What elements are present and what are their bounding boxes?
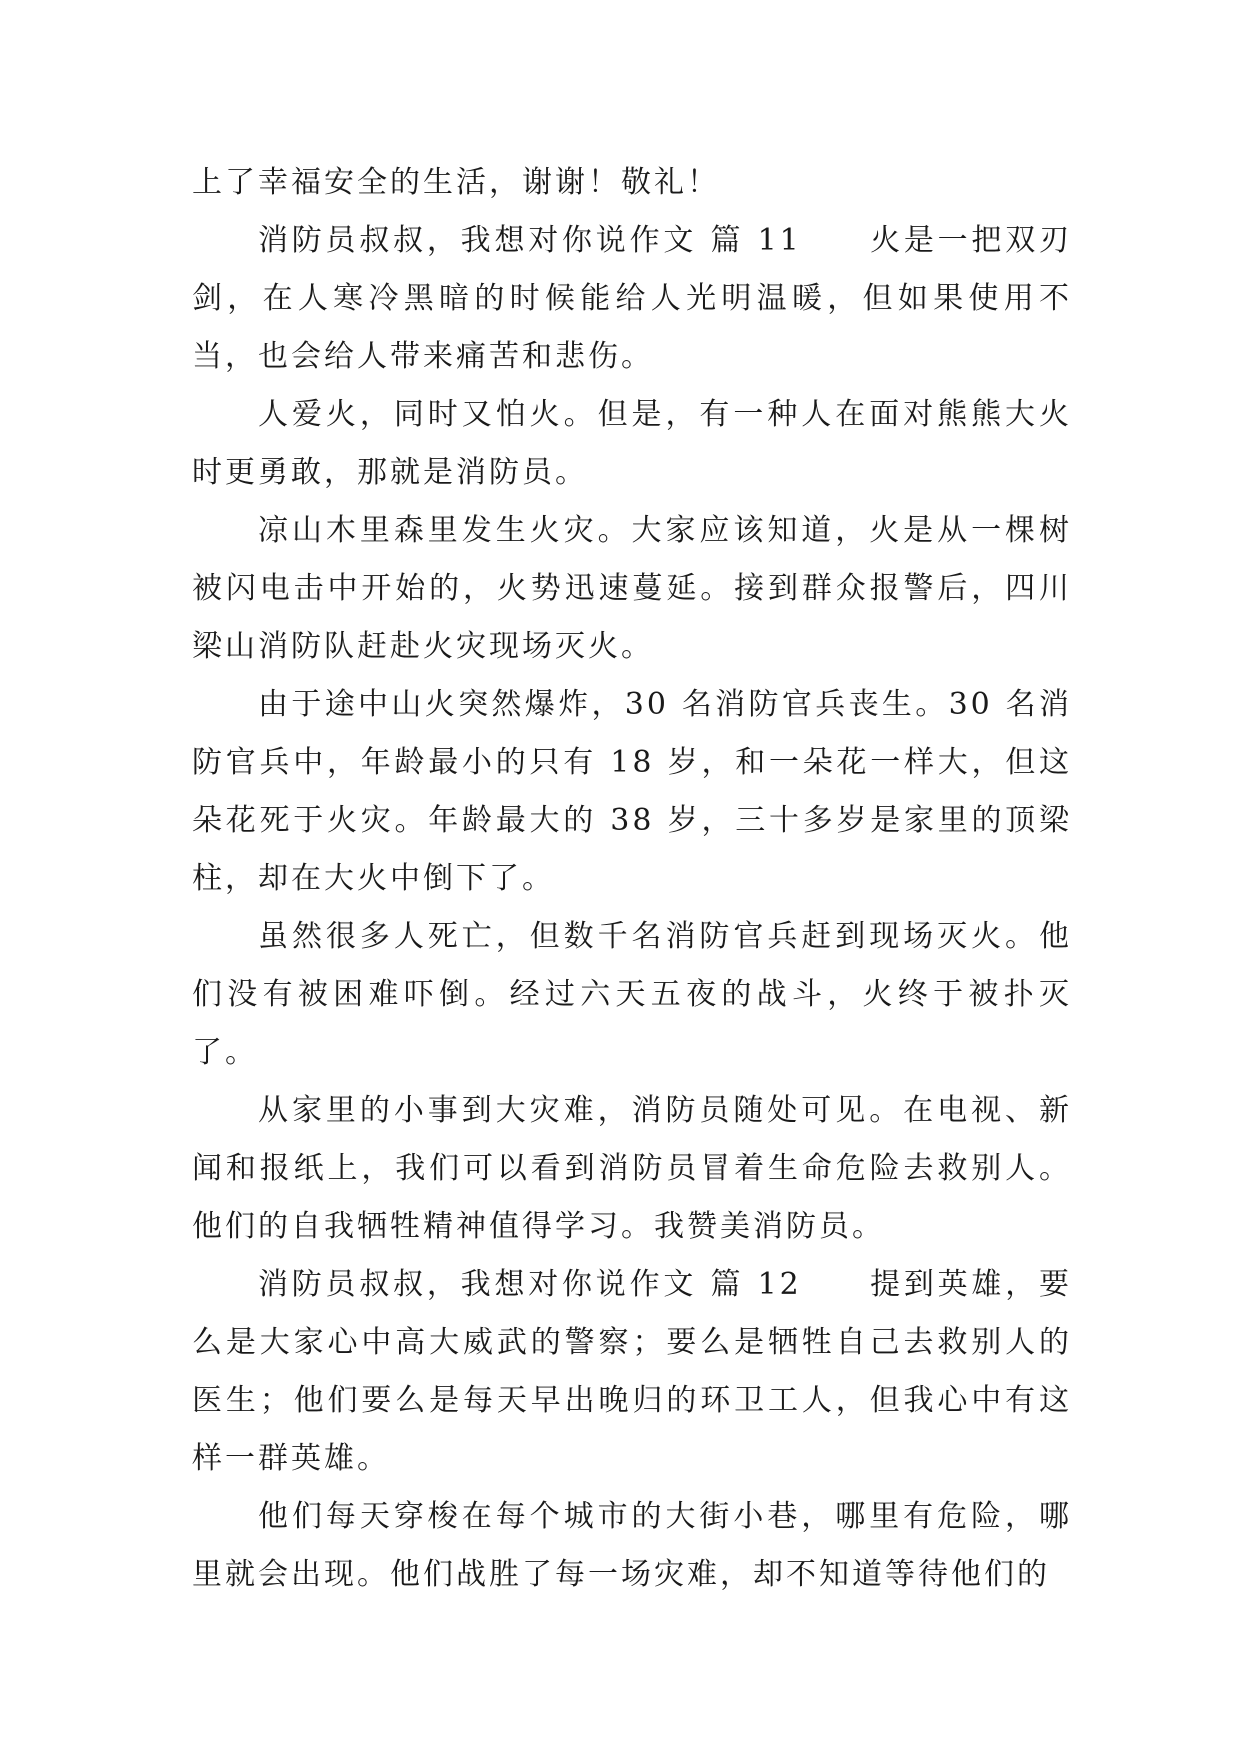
paragraph: 上了幸福安全的生活，谢谢！敬礼！ <box>192 165 720 200</box>
paragraph: 他们每天穿梭在每个城市的大街小巷，哪里有危险，哪里就会出现。他们战胜了每一场灾难，却不知道等待他们的 <box>192 1499 1072 1592</box>
paragraph: 由于途中山火突然爆炸，30 名消防官兵丧生。30 名消防官兵中，年龄最小的只有 18 岁，和一朵花一样大，但这朵花死于火灾。年龄最大的 38 岁，三十多岁是家里的顶梁柱，却在大火中倒下了。 <box>192 687 1072 896</box>
paragraph: 虽然很多人死亡，但数千名消防官兵赶到现场灭火。他们没有被困难吓倒。经过六天五夜的战斗，火终于被扑灭了。 <box>192 919 1072 1070</box>
paragraph: 从家里的小事到大灾难，消防员随处可见。在电视、新闻和报纸上，我们可以看到消防员冒着生命危险去救别人。他们的自我牺牲精神值得学习。我赞美消防员。 <box>192 1093 1072 1244</box>
paragraph: 人爱火，同时又怕火。但是，有一种人在面对熊熊大火时更勇敢，那就是消防员。 <box>192 397 1072 490</box>
document-body <box>192 154 1072 1604</box>
paragraph: 凉山木里森里发生火灾。大家应该知道，火是从一棵树被闪电击中开始的，火势迅速蔓延。接到群众报警后，四川梁山消防队赶赴火灾现场灭火。 <box>192 513 1072 664</box>
paragraph: 消防员叔叔，我想对你说作文 篇 12 提到英雄，要么是大家心中高大威武的警察；要么是牺牲自己去救别人的医生；他们要么是每天早出晚归的环卫工人，但我心中有这样一群英雄。 <box>192 1267 1072 1476</box>
paragraph: 消防员叔叔，我想对你说作文 篇 11 火是一把双刃剑，在人寒冷黑暗的时候能给人光明温暖，但如果使用不当，也会给人带来痛苦和悲伤。 <box>192 223 1072 374</box>
